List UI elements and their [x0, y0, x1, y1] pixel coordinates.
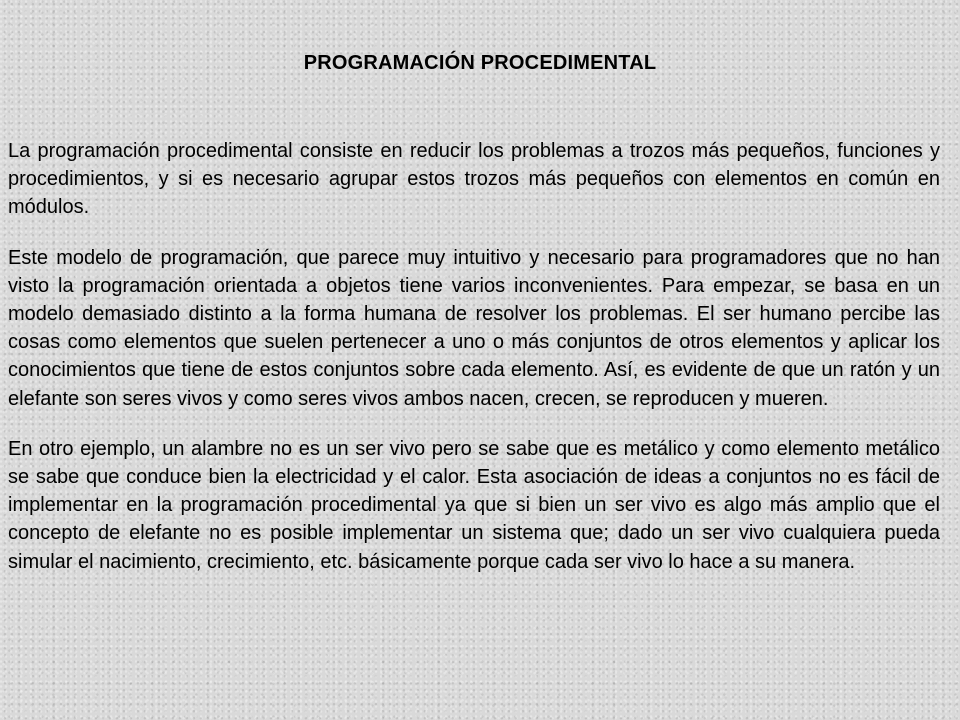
paragraph-1: La programación procedimental consiste en reducir los problemas a trozos más pequeños, funciones y procedimientos, y si es necesario agrupar estos trozos más pequeños con elementos en común en módulos.: [8, 140, 940, 219]
slide-title: PROGRAMACIÓN PROCEDIMENTAL: [303, 52, 657, 74]
slide-body: [8, 137, 940, 576]
paragraph-2: Este modelo de programación, que parece muy intuitivo y necesario para programadores que no han visto la programación orientada a objetos tiene varios inconvenientes. Para empezar, se basa en un modelo demasiado distinto a la forma humana de resolver los problemas. El ser humano percibe las cosas como elementos que suelen pertenecer a uno o más conjuntos de otros elementos y aplicar los conocimientos que tiene de estos conjuntos sobre cada elemento. Así, es evidente de que un ratón y un elefante son seres vivos y como seres vivos ambos nacen, crecen, se reproducen y mueren.: [8, 246, 940, 410]
paragraph-3: En otro ejemplo, un alambre no es un ser vivo pero se sabe que es metálico y como elemento metálico se sabe que conduce bien la electricidad y el calor. Esta asociación de ideas a conjuntos no es fácil de implementar en la programación procedimental ya que si bien un ser vivo es algo más amplio que el concepto de elefante no es posible implementar un sistema que; dado un ser vivo cualquiera pueda simular el nacimiento, crecimiento, etc. básicamente porque cada ser vivo lo hace a su manera.: [8, 437, 940, 573]
